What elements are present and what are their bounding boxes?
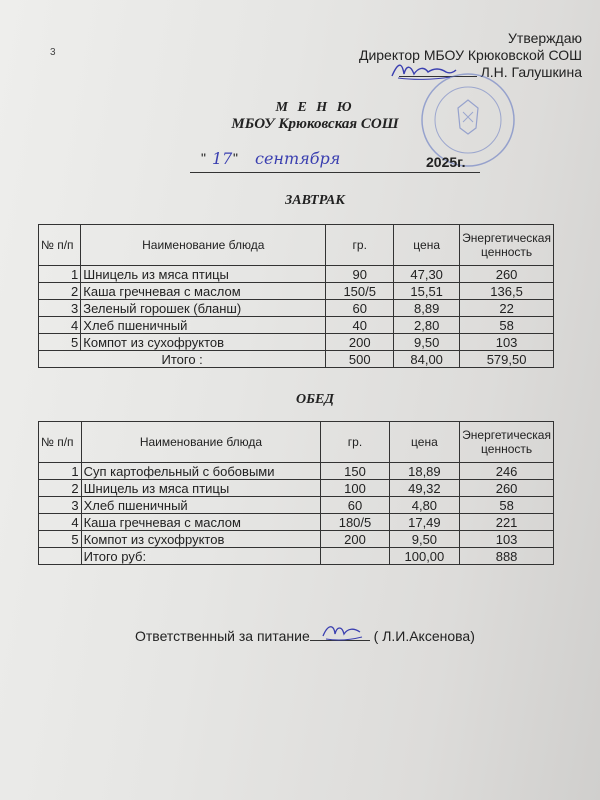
header-energy: Энергетическая ценность [460, 225, 554, 266]
dish-grams: 60 [326, 300, 394, 317]
total-label: Итого : [39, 351, 326, 368]
total-grams: 500 [326, 351, 394, 368]
dish-energy: 103 [460, 531, 554, 548]
header-number: № п/п [39, 225, 81, 266]
total-price: 100,00 [389, 548, 460, 565]
dish-name: Суп картофельный с бобовыми [81, 463, 321, 480]
school-title: МБОУ Крюковская СОШ [231, 116, 399, 132]
row-number: 1 [39, 463, 82, 480]
dish-grams: 150 [321, 463, 389, 480]
dish-name: Компот из сухофруктов [81, 531, 321, 548]
dish-energy: 58 [460, 317, 554, 334]
responsible-name: ( Л.И.Аксенова) [373, 628, 475, 644]
header-price: цена [389, 422, 460, 463]
dish-energy: 103 [460, 334, 554, 351]
row-number: 2 [39, 480, 82, 497]
total-price: 84,00 [394, 351, 460, 368]
dish-name: Шницель из мяса птицы [81, 480, 321, 497]
table-row [39, 317, 554, 334]
dish-price: 8,89 [394, 300, 460, 317]
header-grams: гр. [326, 225, 394, 266]
lunch-table [38, 421, 554, 565]
header-energy: Энергетическая ценность [460, 422, 554, 463]
table-row [39, 463, 554, 480]
table-row [39, 283, 554, 300]
dish-grams: 100 [321, 480, 389, 497]
dish-energy: 260 [460, 266, 554, 283]
header-price: цена [394, 225, 460, 266]
dish-price: 9,50 [394, 334, 460, 351]
dish-grams: 150/5 [326, 283, 394, 300]
dish-grams: 40 [326, 317, 394, 334]
dish-energy: 221 [460, 514, 554, 531]
director-signature [388, 58, 458, 84]
date-month: сентября [255, 149, 341, 168]
total-row [39, 351, 554, 368]
dish-grams: 200 [326, 334, 394, 351]
dish-energy: 58 [460, 497, 554, 514]
dish-price: 49,32 [389, 480, 460, 497]
header-dish: Наименование блюда [81, 225, 326, 266]
row-number: 4 [39, 317, 81, 334]
total-energy: 579,50 [460, 351, 554, 368]
dish-name: Компот из сухофруктов [81, 334, 326, 351]
date-day: 17 [212, 149, 233, 168]
page-number: 3 [50, 47, 56, 58]
dish-price: 47,30 [394, 266, 460, 283]
table-row [39, 480, 554, 497]
header-dish: Наименование блюда [81, 422, 321, 463]
date-open-quote: " [201, 150, 206, 166]
row-number: 3 [39, 497, 82, 514]
breakfast-heading: ЗАВТРАК [285, 193, 345, 208]
breakfast-table [38, 224, 554, 368]
row-number: 1 [39, 266, 81, 283]
dish-energy: 246 [460, 463, 554, 480]
approver-name: Л.Н. Галушкина [480, 64, 582, 80]
total-row [39, 548, 554, 565]
approval-line-2: Директор МБОУ Крюковской СОШ [358, 47, 582, 63]
dish-price: 4,80 [389, 497, 460, 514]
row-number: 3 [39, 300, 81, 317]
row-number: 2 [39, 283, 81, 300]
dish-name: Хлеб пшеничный [81, 317, 326, 334]
table-row [39, 266, 554, 283]
table-row [39, 497, 554, 514]
dish-price: 9,50 [389, 531, 460, 548]
date-year: 2025г. [426, 154, 466, 170]
table-row [39, 300, 554, 317]
dish-grams: 180/5 [321, 514, 389, 531]
table-row [39, 334, 554, 351]
table-row [39, 514, 554, 531]
dish-name: Каша гречневая с маслом [81, 283, 326, 300]
responsible-label: Ответственный за питание [135, 628, 310, 644]
dish-name: Каша гречневая с маслом [81, 514, 321, 531]
menu-title: М Е Н Ю [275, 100, 355, 115]
dish-price: 15,51 [394, 283, 460, 300]
dish-name: Зеленый горошек (бланш) [81, 300, 326, 317]
total-energy: 888 [460, 548, 554, 565]
responsible-signature [320, 620, 365, 644]
row-number: 5 [39, 531, 82, 548]
table-row [39, 531, 554, 548]
dish-name: Хлеб пшеничный [81, 497, 321, 514]
dish-energy: 136,5 [460, 283, 554, 300]
lunch-heading: ОБЕД [296, 392, 334, 407]
header-grams: гр. [321, 422, 389, 463]
date-close-quote: " [233, 150, 238, 166]
row-number: 4 [39, 514, 82, 531]
dish-price: 18,89 [389, 463, 460, 480]
dish-name: Шницель из мяса птицы [81, 266, 326, 283]
dish-grams: 200 [321, 531, 389, 548]
row-number: 5 [39, 334, 81, 351]
dish-energy: 260 [460, 480, 554, 497]
total-empty-cell [39, 548, 82, 565]
responsible-line [135, 628, 475, 644]
approval-line-1: Утверждаю [508, 30, 582, 46]
total-grams [321, 548, 389, 565]
dish-price: 2,80 [394, 317, 460, 334]
total-label: Итого руб: [81, 548, 321, 565]
dish-price: 17,49 [389, 514, 460, 531]
dish-grams: 90 [326, 266, 394, 283]
dish-grams: 60 [321, 497, 389, 514]
dish-energy: 22 [460, 300, 554, 317]
header-number: № п/п [39, 422, 82, 463]
responsible-signature-line [310, 628, 370, 641]
